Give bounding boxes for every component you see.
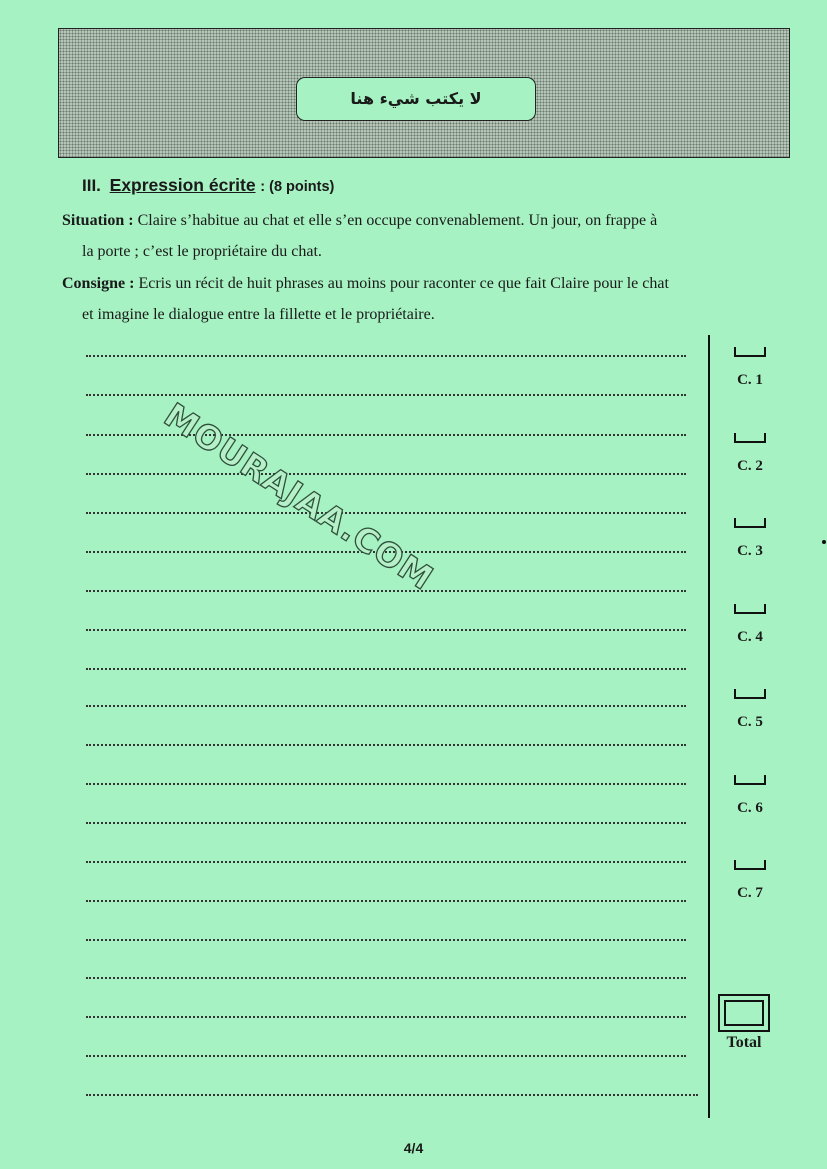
score-bracket[interactable]	[734, 604, 766, 614]
answer-line[interactable]	[86, 861, 686, 863]
instruction-paragraph	[62, 268, 762, 330]
edge-mark	[822, 540, 826, 544]
criterion-label: C. 3	[737, 543, 763, 559]
score-bracket[interactable]	[734, 860, 766, 870]
answer-line[interactable]	[86, 394, 686, 396]
answer-line[interactable]	[86, 977, 686, 979]
answer-line[interactable]	[86, 939, 686, 941]
answer-line[interactable]	[86, 1094, 698, 1096]
criterion-label: C. 1	[737, 372, 763, 388]
answer-line[interactable]	[86, 705, 686, 707]
score-bracket[interactable]	[734, 347, 766, 357]
criterion-5	[728, 689, 772, 731]
answer-line[interactable]	[86, 590, 686, 592]
criterion-label: C. 7	[737, 885, 763, 901]
instruction-text: Ecris un récit de huit phrases au moins pour raconter ce que fait Claire pour le chat	[138, 275, 669, 292]
total-score-inner-box	[724, 1000, 764, 1026]
section-title: Expression écrite	[109, 175, 256, 195]
score-bracket[interactable]	[734, 518, 766, 528]
do-not-write-zone	[58, 28, 790, 158]
instruction-lead: Consigne :	[62, 275, 135, 292]
do-not-write-label: لا يكتب شيء هنا	[296, 77, 536, 121]
criterion-label: C. 2	[737, 457, 763, 474]
criterion-4	[728, 604, 772, 646]
score-bracket[interactable]	[734, 433, 766, 443]
situation-text: Claire s’habitue au chat et elle s’en occupe convenablement. Un jour, on frappe à	[137, 212, 658, 229]
criterion-2	[728, 433, 772, 475]
criterion-label: C. 5	[737, 714, 763, 730]
answer-line[interactable]	[86, 629, 686, 631]
watermark: MOURAJAA.COM	[157, 395, 441, 598]
criterion-label: C. 4	[737, 628, 763, 645]
answer-line[interactable]	[86, 1055, 686, 1057]
total-label: Total	[726, 1034, 762, 1051]
criterion-7	[728, 860, 772, 902]
section-number: III.	[82, 176, 101, 195]
criterion-3	[728, 518, 772, 560]
section-points: : (8 points)	[260, 179, 335, 195]
criterion-label: C. 6	[737, 799, 763, 816]
situation-continuation: la porte ; c’est le propriétaire du chat.	[82, 243, 322, 260]
answer-line[interactable]	[86, 900, 686, 902]
answer-line[interactable]	[86, 744, 686, 746]
score-bracket[interactable]	[734, 775, 766, 785]
page-number: 4/4	[403, 1140, 424, 1156]
instruction-continuation: et imagine le dialogue entre la fillette et le propriétaire.	[82, 306, 435, 323]
answer-line[interactable]	[86, 1016, 686, 1018]
criterion-1	[728, 347, 772, 389]
answer-line[interactable]	[86, 512, 686, 514]
answer-line[interactable]	[86, 668, 686, 670]
situation-lead: Situation :	[62, 212, 134, 229]
answer-line[interactable]	[86, 355, 686, 357]
total-score-box[interactable]	[718, 994, 770, 1032]
grading-margin-rule	[708, 335, 710, 1118]
section-heading	[82, 175, 334, 196]
answer-line[interactable]	[86, 822, 686, 824]
criterion-6	[728, 775, 772, 817]
situation-paragraph	[62, 205, 762, 267]
answer-line[interactable]	[86, 473, 686, 475]
answer-line[interactable]	[86, 783, 686, 785]
score-bracket[interactable]	[734, 689, 766, 699]
